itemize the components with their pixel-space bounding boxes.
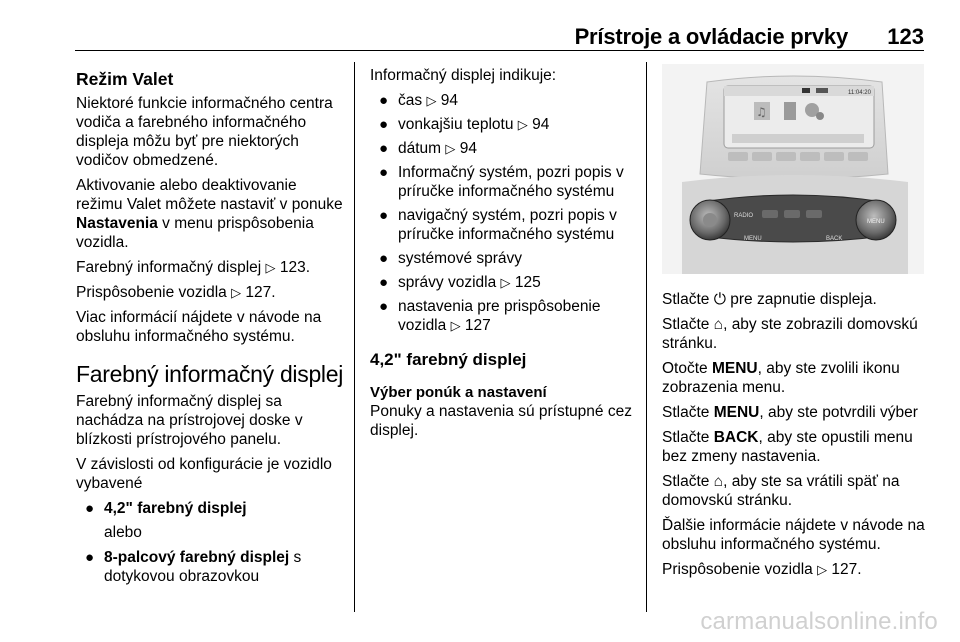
menu-knob-label: MENU <box>867 219 885 225</box>
list-item: ● navigačný systém, pozri popis v príručke informačného systému <box>379 207 617 243</box>
instruction-return-home: Stlačte ⌂, aby ste sa vrátili späť na domovskú stránku. <box>662 473 900 509</box>
ref-arrow-icon: ▷ <box>450 318 461 333</box>
seek-back-button[interactable] <box>762 210 778 218</box>
middle-column <box>370 66 638 446</box>
instruction-home: Stlačte ⌂, aby ste zobrazili domovskú stránku. <box>662 316 918 352</box>
page-title: Prístroje a ovládacie prvky <box>574 24 848 49</box>
watermark: carmanualsonline.info <box>700 608 938 635</box>
list-item: ● 4,2" farebný displej <box>85 500 247 517</box>
paragraph-ref: Prispôsobenie vozidla ▷ 127. <box>76 284 276 301</box>
page-header <box>0 0 960 54</box>
radio-button-label[interactable]: RADIO <box>734 213 754 219</box>
home-button[interactable] <box>806 210 822 218</box>
ref-arrow-icon: ▷ <box>265 260 276 275</box>
list-item: ● 8-palcový farebný displej s dotykovou obrazovkou <box>85 549 302 585</box>
heading-display: Farebný informačný displej <box>76 361 344 387</box>
ref-arrow-icon: ▷ <box>817 562 828 577</box>
left-column <box>76 62 344 591</box>
soft-button[interactable] <box>824 152 844 161</box>
power-icon <box>703 213 717 227</box>
instruction-rotate-menu: Otočte MENU, aby ste zvolili ikonu zobrazenia menu. <box>662 360 900 396</box>
list-item: ● správy vozidla ▷ 125 <box>379 274 541 291</box>
bullet-icon: ● <box>85 549 95 566</box>
paragraph: Farebný informačný displej sa nachádza na prístrojovej doske v blízkosti prístrojového panelu. <box>76 393 303 448</box>
bullet-icon: ● <box>379 298 389 315</box>
heading-valet: Režim Valet <box>76 69 174 89</box>
instruction-press-menu: Stlačte MENU, aby ste potvrdili výber <box>662 404 918 421</box>
page-ref-link[interactable]: 123. <box>279 259 311 276</box>
heading-42-display: 4,2" farebný displej <box>370 350 527 369</box>
config-list <box>76 499 344 518</box>
column-divider-right <box>646 62 647 612</box>
paragraph-ref: Prispôsobenie vozidla ▷ 127. <box>662 561 862 578</box>
page-ref-link[interactable]: 94 <box>532 116 550 133</box>
bullet-icon: ● <box>379 207 389 224</box>
home-icon: ⌂ <box>713 473 724 490</box>
page-ref-link[interactable]: 125 <box>514 274 541 291</box>
display-photo <box>662 64 924 274</box>
menu-button-label[interactable]: MENU <box>744 236 762 242</box>
paragraph: Niektoré funkcie informačného centra vodiča a farebného informačného displeja môžu byť pre niektorých vodičov obmedzené. <box>76 95 333 169</box>
page-number: 123 <box>887 24 924 49</box>
bullet-icon: ● <box>379 274 389 291</box>
ref-arrow-icon: ▷ <box>517 117 528 132</box>
phone-app-icon[interactable] <box>784 102 796 120</box>
alebo-text: alebo <box>104 524 142 541</box>
bullet-icon: ● <box>379 250 389 267</box>
paragraph-ref: Farebný informačný displej ▷ 123. <box>76 259 311 276</box>
soft-button[interactable] <box>848 152 868 161</box>
ref-arrow-icon: ▷ <box>426 93 437 108</box>
subheading-menu-selection: Výber ponúk a nastavení <box>370 384 547 401</box>
right-column <box>662 290 932 585</box>
signal-icon <box>802 88 810 93</box>
page-ref-link[interactable]: 94 <box>440 92 458 109</box>
ref-arrow-icon: ▷ <box>231 285 242 300</box>
home-icon: ⌂ <box>713 316 724 333</box>
ref-arrow-icon: ▷ <box>445 141 456 156</box>
header-rule <box>75 50 924 51</box>
config-list-2 <box>76 548 344 586</box>
page-ref-link[interactable]: 127 <box>464 317 491 334</box>
screen-bottom-bar <box>732 134 864 143</box>
indication-list <box>370 91 638 335</box>
settings-gear-small-icon <box>816 112 824 120</box>
paragraph: Aktivovanie alebo deaktivovanie režimu Valet môžete nastaviť v ponuke Nastavenia v menu prispôsobenia vozidla. <box>76 177 343 251</box>
list-item: ● systémové správy <box>379 250 523 267</box>
seek-forward-button[interactable] <box>784 210 800 218</box>
soft-button[interactable] <box>752 152 772 161</box>
paragraph: V závislosti od konfigurácie je vozidlo vybavené <box>76 456 332 492</box>
column-divider-left <box>354 62 355 612</box>
paragraph: Ponuky a nastavenia sú prístupné cez displej. <box>370 403 632 439</box>
list-item: ● vonkajšiu teplotu ▷ 94 <box>379 116 550 133</box>
soft-button[interactable] <box>776 152 796 161</box>
bullet-icon: ● <box>379 140 389 157</box>
instruction-power: Stlačte ⏻ pre zapnutie displeja. <box>662 291 877 308</box>
ref-arrow-icon: ▷ <box>500 275 511 290</box>
music-note-icon: ♫ <box>756 105 767 119</box>
page-ref-link[interactable]: 127. <box>831 561 862 578</box>
screen-clock: 11:04:20 <box>848 90 871 96</box>
paragraph: Viac informácií nájdete v návode na obsluhu informačného systému. <box>76 309 322 345</box>
list-item: ● nastavenia pre prispôsobenie vozidla ▷ 127 <box>379 298 601 334</box>
bullet-icon: ● <box>379 164 389 181</box>
bullet-icon: ● <box>379 116 389 133</box>
list-item: ● dátum ▷ 94 <box>379 140 477 157</box>
list-item: ● čas ▷ 94 <box>379 92 458 109</box>
battery-icon <box>816 88 828 93</box>
back-button-label[interactable]: BACK <box>826 236 843 242</box>
page-ref-link[interactable]: 127. <box>245 284 276 301</box>
infotainment-illustration <box>662 64 924 274</box>
soft-button[interactable] <box>800 152 820 161</box>
bullet-icon: ● <box>379 92 389 109</box>
soft-button[interactable] <box>728 152 748 161</box>
paragraph: Ďalšie informácie nájdete v návode na obsluhu informačného systému. <box>662 517 925 553</box>
bullet-icon: ● <box>85 500 95 517</box>
power-icon: ⏻ <box>713 291 726 308</box>
paragraph: Informačný displej indikuje: <box>370 67 557 84</box>
instruction-back: Stlačte BACK, aby ste opustili menu bez zmeny nastavenia. <box>662 429 913 465</box>
page-ref-link[interactable]: 94 <box>459 140 477 157</box>
list-item: ● Informačný systém, pozri popis v príručke informačného systému <box>379 164 624 200</box>
